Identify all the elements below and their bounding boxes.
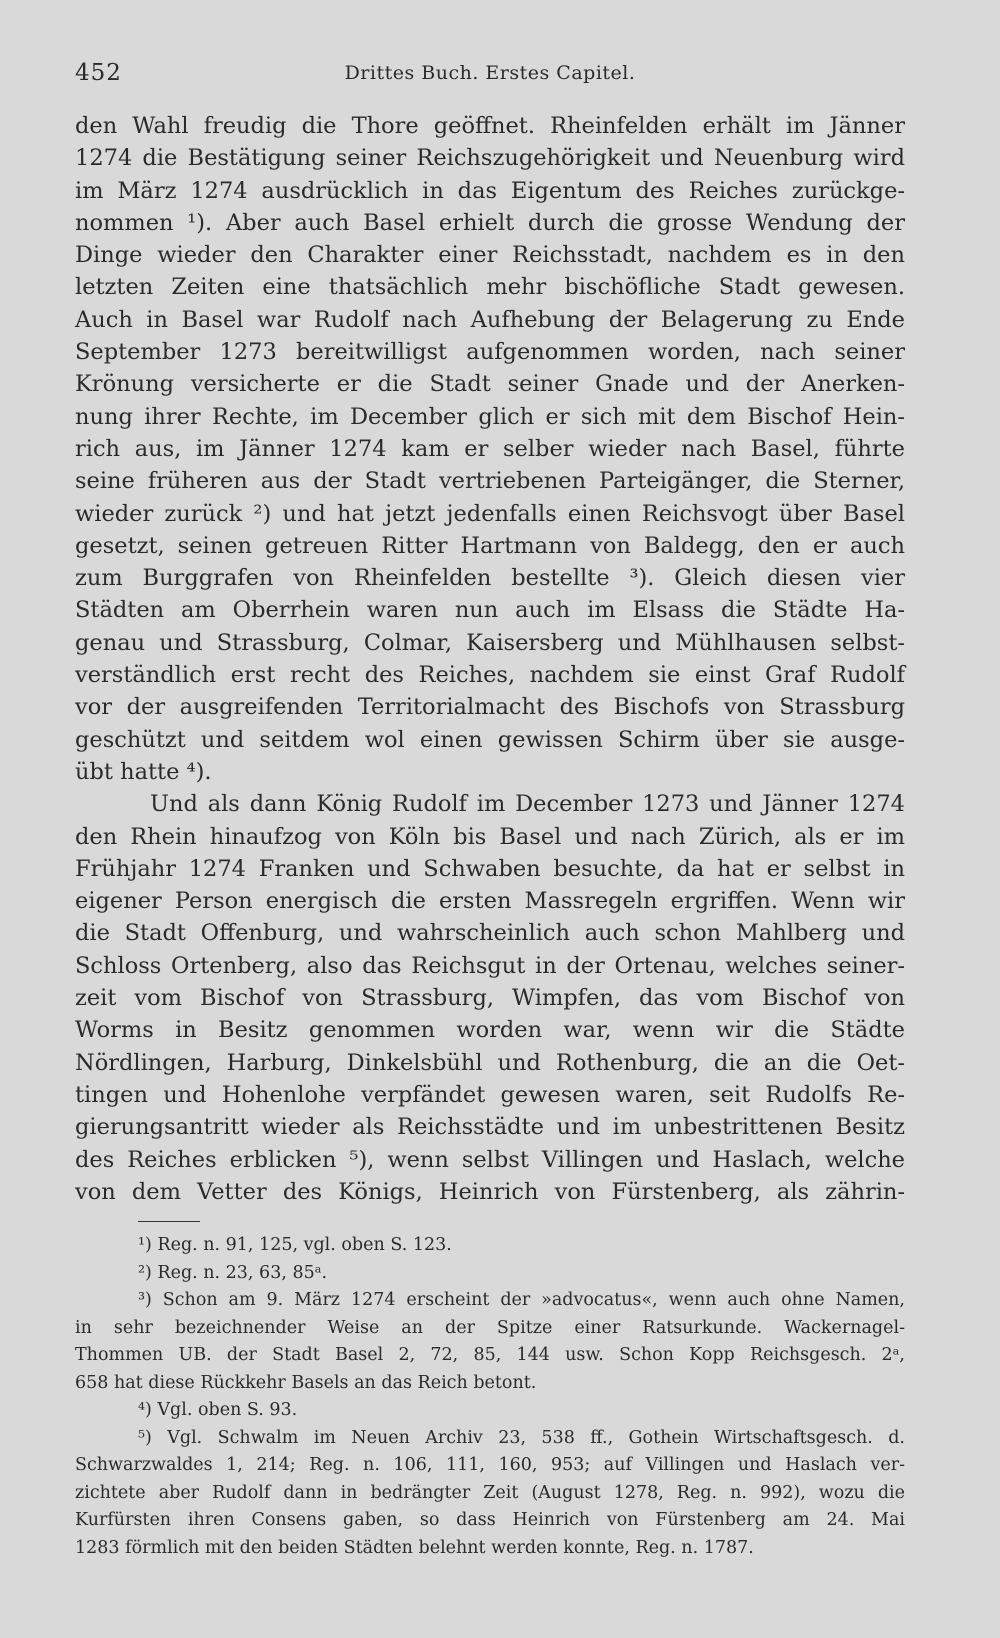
text-line: eigener Person energisch die ersten Massregeln ergriffen. Wenn wir	[75, 888, 905, 915]
text-line: Und als dann König Rudolf im December 1273 und Jänner 1274	[150, 791, 905, 818]
text-line: tingen und Hohenlohe verpfändet gewesen waren, seit Rudolfs Re-	[75, 1081, 905, 1108]
running-title: Drittes Buch. Erstes Capitel.	[344, 62, 636, 84]
text-line: gierungsantritt wieder als Reichsstädte und im unbestrittenen Besitz	[75, 1114, 905, 1141]
footnotes	[75, 1232, 905, 1562]
text-line: 1274 die Bestätigung seiner Reichszugehörigkeit und Neuenburg wird	[75, 145, 905, 172]
text-line: Dinge wieder den Charakter einer Reichsstadt, nachdem es in den	[75, 242, 905, 269]
text-line: des Reiches erblicken ⁵), wenn selbst Villingen und Haslach, welche	[75, 1146, 905, 1173]
text-line: Krönung versicherte er die Stadt seiner Gnade und der Anerken-	[75, 371, 905, 398]
text-line: seine früheren aus der Stadt vertriebenen Parteigänger, die Sterner,	[75, 468, 905, 495]
text-line: rich aus, im Jänner 1274 kam er selber wieder nach Basel, führte	[75, 435, 905, 462]
footnote-line: Kurfürsten ihren Consens gaben, so dass Heinrich von Fürstenberg am 24. Mai	[75, 1510, 905, 1530]
text-line: zum Burggrafen von Rheinfelden bestellte ³). Gleich diesen vier	[75, 565, 905, 592]
text-line: den Rhein hinaufzog von Köln bis Basel und nach Zürich, als er im	[75, 823, 905, 850]
page-number: 452	[75, 60, 122, 86]
text-line: genau und Strassburg, Colmar, Kaisersberg und Mühlhausen selbst-	[75, 629, 905, 656]
footnote-line: Thommen UB. der Stadt Basel 2, 72, 85, 144 usw. Schon Kopp Reichsgesch. 2ᵃ,	[75, 1345, 905, 1365]
text-line: wieder zurück ²) und hat jetzt jedenfalls einen Reichsvogt über Basel	[75, 500, 905, 527]
footnote-line: ⁵) Vgl. Schwalm im Neuen Archiv 23, 538 ff., Gothein Wirtschaftsgesch. d.	[138, 1427, 905, 1448]
text-line: letzten Zeiten eine thatsächlich mehr bischöfliche Stadt gewesen.	[75, 274, 905, 301]
footnote-line: Schwarzwaldes 1, 214; Reg. n. 106, 111, 160, 953; auf Villingen und Haslach ver-	[75, 1455, 905, 1475]
footnote-line: 1283 förmlich mit den beiden Städten belehnt werden konnte, Reg. n. 1787.	[75, 1537, 754, 1558]
text-line: nung ihrer Rechte, im December glich er sich mit dem Bischof Hein-	[75, 403, 905, 430]
text-line: Schloss Ortenberg, also das Reichsgut in der Ortenau, welches seiner-	[75, 952, 905, 979]
text-line: September 1273 bereitwilligst aufgenommen worden, nach seiner	[75, 339, 905, 366]
text-line: den Wahl freudig die Thore geöffnet. Rheinfelden erhält im Jänner	[75, 113, 905, 139]
text-line: nommen ¹). Aber auch Basel erhielt durch die grosse Wendung der	[75, 209, 905, 236]
text-line: Städten am Oberrhein waren nun auch im Elsass die Städte Ha-	[75, 597, 905, 624]
footnote-line: ³) Schon am 9. März 1274 erscheint der »advocatus«, wenn auch ohne Namen,	[138, 1290, 905, 1310]
text-line: Nördlingen, Harburg, Dinkelsbühl und Rothenburg, die an die Oet-	[75, 1049, 905, 1076]
text-line: vor der ausgreifenden Territorialmacht des Bischofs von Strassburg	[75, 694, 905, 721]
text-line: zeit vom Bischof von Strassburg, Wimpfen, das vom Bischof von	[75, 985, 905, 1012]
text-line: übt hatte ⁴).	[75, 758, 212, 785]
text-line: Frühjahr 1274 Franken und Schwaben besuchte, da hat er selbst in	[75, 855, 905, 882]
footnote-line: ¹) Reg. n. 91, 125, vgl. oben S. 123.	[138, 1235, 452, 1255]
text-line: von dem Vetter des Königs, Heinrich von Fürstenberg, als zährin-	[75, 1178, 905, 1205]
footnote-line: ²) Reg. n. 23, 63, 85ᵃ.	[138, 1262, 328, 1283]
body-text	[75, 110, 905, 1208]
footnote-line: 658 hat diese Rückkehr Basels an das Reich betont.	[75, 1372, 537, 1393]
footnote-line: in sehr bezeichnender Weise an der Spitze einer Ratsurkunde. Wackernagel-	[75, 1317, 905, 1338]
text-line: gesetzt, seinen getreuen Ritter Hartmann von Baldegg, den er auch	[75, 532, 905, 559]
footnote-line: ⁴) Vgl. oben S. 93.	[138, 1400, 298, 1420]
text-line: im März 1274 ausdrücklich in das Eigentum des Reiches zurückge-	[75, 177, 905, 204]
footnote-line: zichtete aber Rudolf dann in bedrängter Zeit (August 1278, Reg. n. 992), wozu die	[75, 1482, 905, 1503]
text-line: geschützt und seitdem wol einen gewissen Schirm über sie ausge-	[75, 726, 905, 753]
text-line: Auch in Basel war Rudolf nach Aufhebung der Belagerung zu Ende	[75, 306, 905, 333]
footnote-separator	[138, 1221, 200, 1222]
text-line: die Stadt Offenburg, und wahrscheinlich auch schon Mahlberg und	[75, 920, 905, 947]
text-line: verständlich erst recht des Reiches, nachdem sie einst Graf Rudolf	[75, 662, 905, 689]
page-header	[75, 60, 905, 90]
text-line: Worms in Besitz genommen worden war, wenn wir die Städte	[75, 1017, 905, 1044]
